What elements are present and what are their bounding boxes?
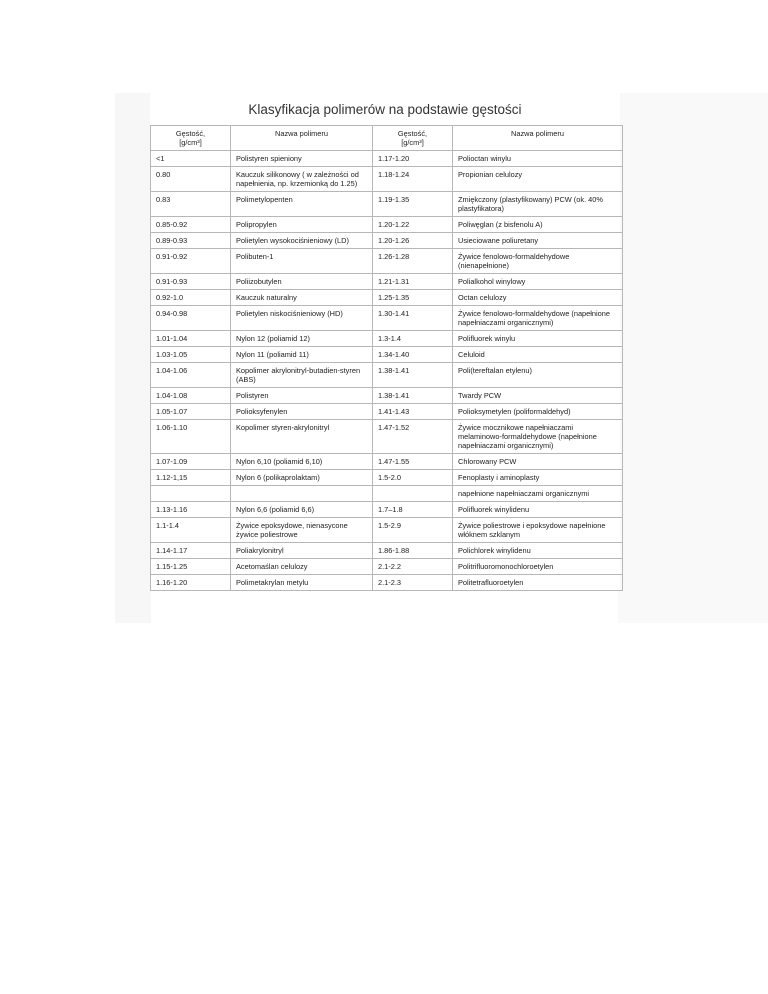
polymer-name-cell: Polimetylopenten bbox=[231, 192, 373, 217]
polymer-name-cell: Polipropylen bbox=[231, 217, 373, 233]
polymer-name-cell: Polioksymetylen (poliformaldehyd) bbox=[453, 404, 623, 420]
polymer-name-cell: Politrifluoromonochloroetylen bbox=[453, 559, 623, 575]
table-row bbox=[151, 486, 623, 502]
polymer-name-cell: napełnione napełniaczami organicznymi bbox=[453, 486, 623, 502]
density-cell: 1.17-1.20 bbox=[373, 151, 453, 167]
table-row bbox=[151, 347, 623, 363]
table-row bbox=[151, 306, 623, 331]
density-cell: 1.1-1.4 bbox=[151, 518, 231, 543]
density-cell: 2.1-2.2 bbox=[373, 559, 453, 575]
density-cell: <1 bbox=[151, 151, 231, 167]
density-cell: 1.38-1.41 bbox=[373, 388, 453, 404]
table-row bbox=[151, 502, 623, 518]
polymer-name-cell: Fenoplasty i aminoplasty bbox=[453, 470, 623, 486]
header-name-2: Nazwa polimeru bbox=[453, 126, 623, 151]
polymer-name-cell: Zmiękczony (plastyfikowany) PCW (ok. 40% plastyfikatora) bbox=[453, 192, 623, 217]
table-row bbox=[151, 575, 623, 591]
table-row bbox=[151, 331, 623, 347]
density-cell: 1.26-1.28 bbox=[373, 249, 453, 274]
page-margin-left bbox=[115, 93, 151, 623]
polymer-name-cell: Kauczuk naturalny bbox=[231, 290, 373, 306]
polymer-name-cell: Kopolimer styren-akrylonitryl bbox=[231, 420, 373, 454]
density-table bbox=[150, 125, 623, 591]
density-cell: 1.30-1.41 bbox=[373, 306, 453, 331]
density-cell: 1.25-1.35 bbox=[373, 290, 453, 306]
table-row bbox=[151, 420, 623, 454]
density-cell: 0.92-1.0 bbox=[151, 290, 231, 306]
polymer-name-cell: Poliizobutylen bbox=[231, 274, 373, 290]
table-row bbox=[151, 518, 623, 543]
polymer-name-cell: Żywice fenolowo-formaldehydowe (napełnione napełniaczami organicznymi) bbox=[453, 306, 623, 331]
polymer-name-cell: Polietylen wysokociśnieniowy (LD) bbox=[231, 233, 373, 249]
table-row bbox=[151, 249, 623, 274]
table-row bbox=[151, 470, 623, 486]
density-cell: 0.91-0.93 bbox=[151, 274, 231, 290]
polymer-name-cell: Nylon 6,6 (poliamid 6,6) bbox=[231, 502, 373, 518]
table-row bbox=[151, 167, 623, 192]
polymer-name-cell: Nylon 6 (polikaprolaktam) bbox=[231, 470, 373, 486]
table-row bbox=[151, 217, 623, 233]
density-cell: 1.12-1,15 bbox=[151, 470, 231, 486]
header-name-1: Nazwa polimeru bbox=[231, 126, 373, 151]
polymer-name-cell: Celuloid bbox=[453, 347, 623, 363]
density-cell: 1.34-1.40 bbox=[373, 347, 453, 363]
density-cell: 1.19-1.35 bbox=[373, 192, 453, 217]
density-cell: 1.20-1.22 bbox=[373, 217, 453, 233]
table-header-row bbox=[151, 126, 623, 151]
table-row bbox=[151, 388, 623, 404]
density-cell bbox=[151, 486, 231, 502]
table-row bbox=[151, 192, 623, 217]
polymer-name-cell: Nylon 12 (poliamid 12) bbox=[231, 331, 373, 347]
polymer-name-cell: Acetomaślan celulozy bbox=[231, 559, 373, 575]
density-cell: 1.5-2.9 bbox=[373, 518, 453, 543]
polymer-name-cell: Kauczuk silikonowy ( w zależności od napełnienia, np. krzemionką do 1.25) bbox=[231, 167, 373, 192]
polymer-name-cell: Żywice epoksydowe, nienasycone żywice poliestrowe bbox=[231, 518, 373, 543]
polymer-name-cell: Poliwęglan (z bisfenolu A) bbox=[453, 217, 623, 233]
page-margin-right bbox=[618, 93, 768, 623]
density-cell: 1.14-1.17 bbox=[151, 543, 231, 559]
density-cell: 1.03-1.05 bbox=[151, 347, 231, 363]
polymer-name-cell: Polichlorek winylidenu bbox=[453, 543, 623, 559]
table-row bbox=[151, 233, 623, 249]
polymer-name-cell: Poli(tereftalan etylenu) bbox=[453, 363, 623, 388]
density-cell: 1.47-1.55 bbox=[373, 454, 453, 470]
polymer-name-cell: Propionian celulozy bbox=[453, 167, 623, 192]
density-cell: 1.15-1.25 bbox=[151, 559, 231, 575]
polymer-name-cell: Polioctan winylu bbox=[453, 151, 623, 167]
header-density-2: Gęstość, [g/cm³] bbox=[373, 126, 453, 151]
table-row bbox=[151, 290, 623, 306]
polymer-name-cell: Polietylen niskociśnieniowy (HD) bbox=[231, 306, 373, 331]
polymer-name-cell: Polifluorek winylu bbox=[453, 331, 623, 347]
density-cell: 0.89-0.93 bbox=[151, 233, 231, 249]
table-row bbox=[151, 151, 623, 167]
density-cell bbox=[373, 486, 453, 502]
document-page bbox=[150, 93, 620, 591]
density-cell: 1.5-2.0 bbox=[373, 470, 453, 486]
polymer-name-cell: Polistyren spieniony bbox=[231, 151, 373, 167]
polymer-name-cell: Nylon 6,10 (poliamid 6,10) bbox=[231, 454, 373, 470]
polymer-name-cell: Politetrafluoroetylen bbox=[453, 575, 623, 591]
table-body bbox=[151, 151, 623, 591]
density-cell: 1.20-1.26 bbox=[373, 233, 453, 249]
density-cell: 1.07-1.09 bbox=[151, 454, 231, 470]
polymer-name-cell: Octan celulozy bbox=[453, 290, 623, 306]
polymer-name-cell: Kopolimer akrylonitryl-butadien-styren (ABS) bbox=[231, 363, 373, 388]
polymer-name-cell: Twardy PCW bbox=[453, 388, 623, 404]
density-cell: 1.13-1.16 bbox=[151, 502, 231, 518]
polymer-name-cell: Polioksyfenylen bbox=[231, 404, 373, 420]
density-cell: 1.3-1.4 bbox=[373, 331, 453, 347]
table-row bbox=[151, 543, 623, 559]
density-cell: 1.16-1.20 bbox=[151, 575, 231, 591]
density-cell: 1.05-1.07 bbox=[151, 404, 231, 420]
table-row bbox=[151, 274, 623, 290]
density-cell: 1.41-1.43 bbox=[373, 404, 453, 420]
polymer-name-cell: Żywice mocznikowe napełniaczami melaminowo-formaldehydowe (napełnione napełniaczami organicznymi) bbox=[453, 420, 623, 454]
density-cell: 1.06-1.10 bbox=[151, 420, 231, 454]
table-row bbox=[151, 454, 623, 470]
polymer-name-cell: Polistyren bbox=[231, 388, 373, 404]
density-cell: 1.21-1.31 bbox=[373, 274, 453, 290]
table-row bbox=[151, 363, 623, 388]
density-cell: 0.91-0.92 bbox=[151, 249, 231, 274]
density-cell: 1.7–1.8 bbox=[373, 502, 453, 518]
density-cell: 1.47-1.52 bbox=[373, 420, 453, 454]
density-cell: 1.04-1.08 bbox=[151, 388, 231, 404]
density-cell: 0.94-0.98 bbox=[151, 306, 231, 331]
polymer-name-cell bbox=[231, 486, 373, 502]
polymer-name-cell: Polibuten-1 bbox=[231, 249, 373, 274]
density-cell: 1.18-1.24 bbox=[373, 167, 453, 192]
density-cell: 0.83 bbox=[151, 192, 231, 217]
polymer-name-cell: Chlorowany PCW bbox=[453, 454, 623, 470]
page-title: Klasyfikacja polimerów na podstawie gęstości bbox=[248, 102, 522, 117]
table-row bbox=[151, 404, 623, 420]
polymer-name-cell: Usieciowane poliuretany bbox=[453, 233, 623, 249]
polymer-name-cell: Poliakrylonitryl bbox=[231, 543, 373, 559]
density-cell: 1.86-1.88 bbox=[373, 543, 453, 559]
polymer-name-cell: Żywice poliestrowe i epoksydowe napełnione włóknem szklanym bbox=[453, 518, 623, 543]
polymer-name-cell: Żywice fenolowo-formaldehydowe (nienapełnione) bbox=[453, 249, 623, 274]
polymer-name-cell: Polifluorek winylidenu bbox=[453, 502, 623, 518]
density-cell: 1.01-1.04 bbox=[151, 331, 231, 347]
polymer-name-cell: Polimetakrylan metylu bbox=[231, 575, 373, 591]
density-cell: 1.38-1.41 bbox=[373, 363, 453, 388]
density-cell: 0.85-0.92 bbox=[151, 217, 231, 233]
polymer-name-cell: Polialkohol winylowy bbox=[453, 274, 623, 290]
density-cell: 0.80 bbox=[151, 167, 231, 192]
header-density-1: Gęstość, [g/cm³] bbox=[151, 126, 231, 151]
table-row bbox=[151, 559, 623, 575]
density-cell: 2.1-2.3 bbox=[373, 575, 453, 591]
density-cell: 1.04-1.06 bbox=[151, 363, 231, 388]
polymer-name-cell: Nylon 11 (poliamid 11) bbox=[231, 347, 373, 363]
